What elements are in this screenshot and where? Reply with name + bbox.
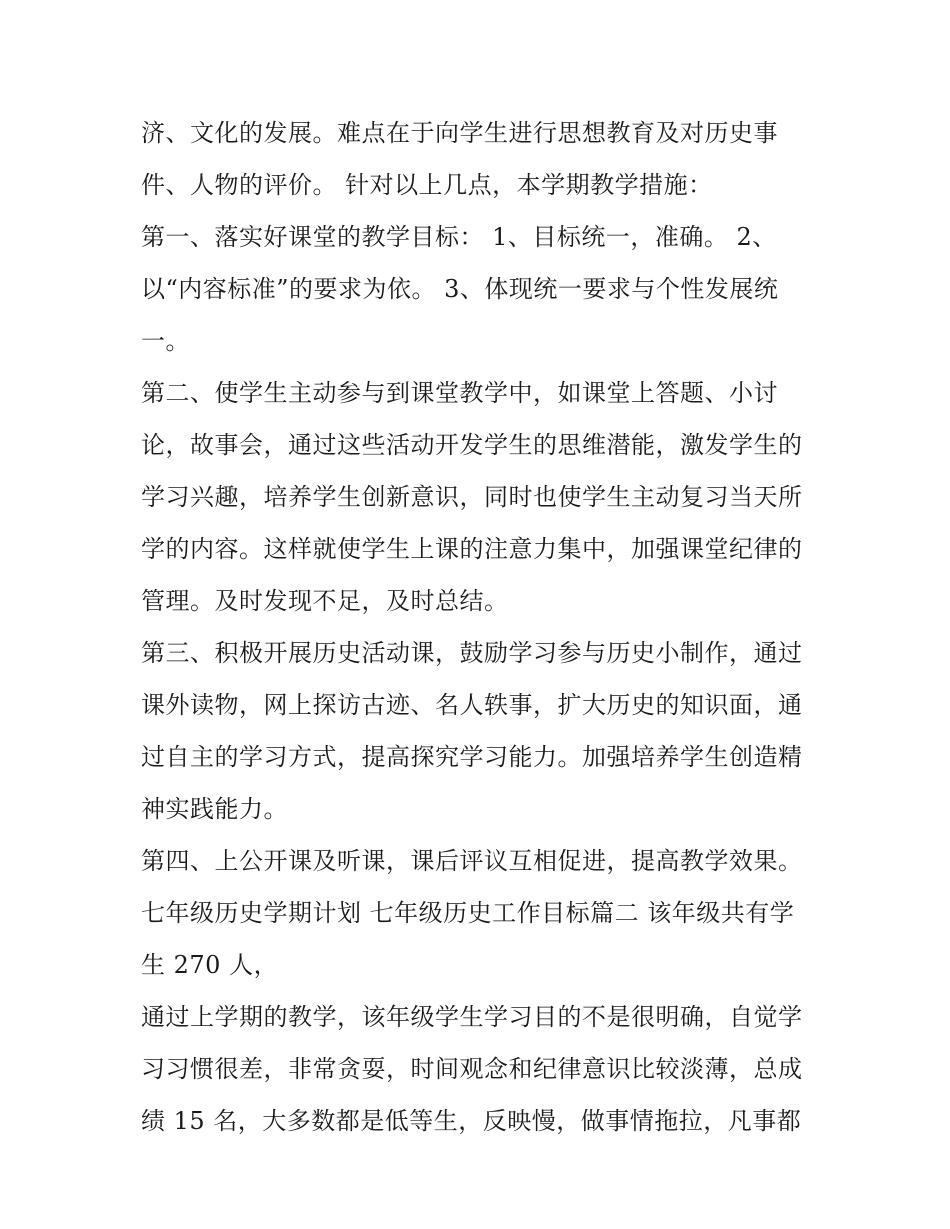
text-line: 管理。及时发现不足，及时总结。 (141, 587, 509, 615)
text-line: 第一、落实好课堂的教学目标： 1、目标统一，准确。 2、 (141, 223, 777, 251)
text-line: 习习惯很差，非常贪耍，时间观念和纪律意识比较淡薄，总成 (141, 1055, 803, 1083)
text-line: 绩 15 名，大多数都是低等生，反映慢，做事情拖拉，凡事都 (141, 1107, 802, 1135)
text-line: 件、人物的评价。 针对以上几点，本学期教学措施： (141, 171, 713, 199)
text-line: 第二、使学生主动参与到课堂教学中，如课堂上答题、小讨 (141, 379, 778, 407)
text-line: 一。 (141, 327, 190, 355)
text-line: 课外读物，网上探访古迹、名人轶事，扩大历史的知识面，通 (141, 691, 803, 719)
text-line: 济、文化的发展。难点在于向学生进行思想教育及对历史事 (141, 119, 778, 147)
text-line: 第三、积极开展历史活动课，鼓励学习参与历史小制作，通过 (141, 639, 803, 667)
text-line: 学的内容。这样就使学生上课的注意力集中，加强课堂纪律的 (141, 535, 803, 563)
text-line: 过自主的学习方式，提高探究学习能力。加强培养学生创造精 (141, 743, 803, 771)
document-body (141, 107, 821, 1147)
text-line: 学习兴趣，培养学生创新意识，同时也使学生主动复习当天所 (141, 483, 803, 511)
text-line: 第四、上公开课及听课，课后评议互相促进，提高教学效果。 (141, 847, 803, 875)
text-line: 通过上学期的教学，该年级学生学习目的不是很明确，自觉学 (141, 1003, 803, 1031)
text-line: 生 270 人， (141, 951, 279, 979)
text-line: 神实践能力。 (141, 795, 288, 823)
text-line: 以“内容标准”的要求为依。 3、体现统一要求与个性发展统 (141, 275, 779, 303)
text-line: 七年级历史学期计划 七年级历史工作目标篇二 该年级共有学 (141, 899, 795, 927)
text-line: 论，故事会，通过这些活动开发学生的思维潜能，激发学生的 (141, 431, 803, 459)
